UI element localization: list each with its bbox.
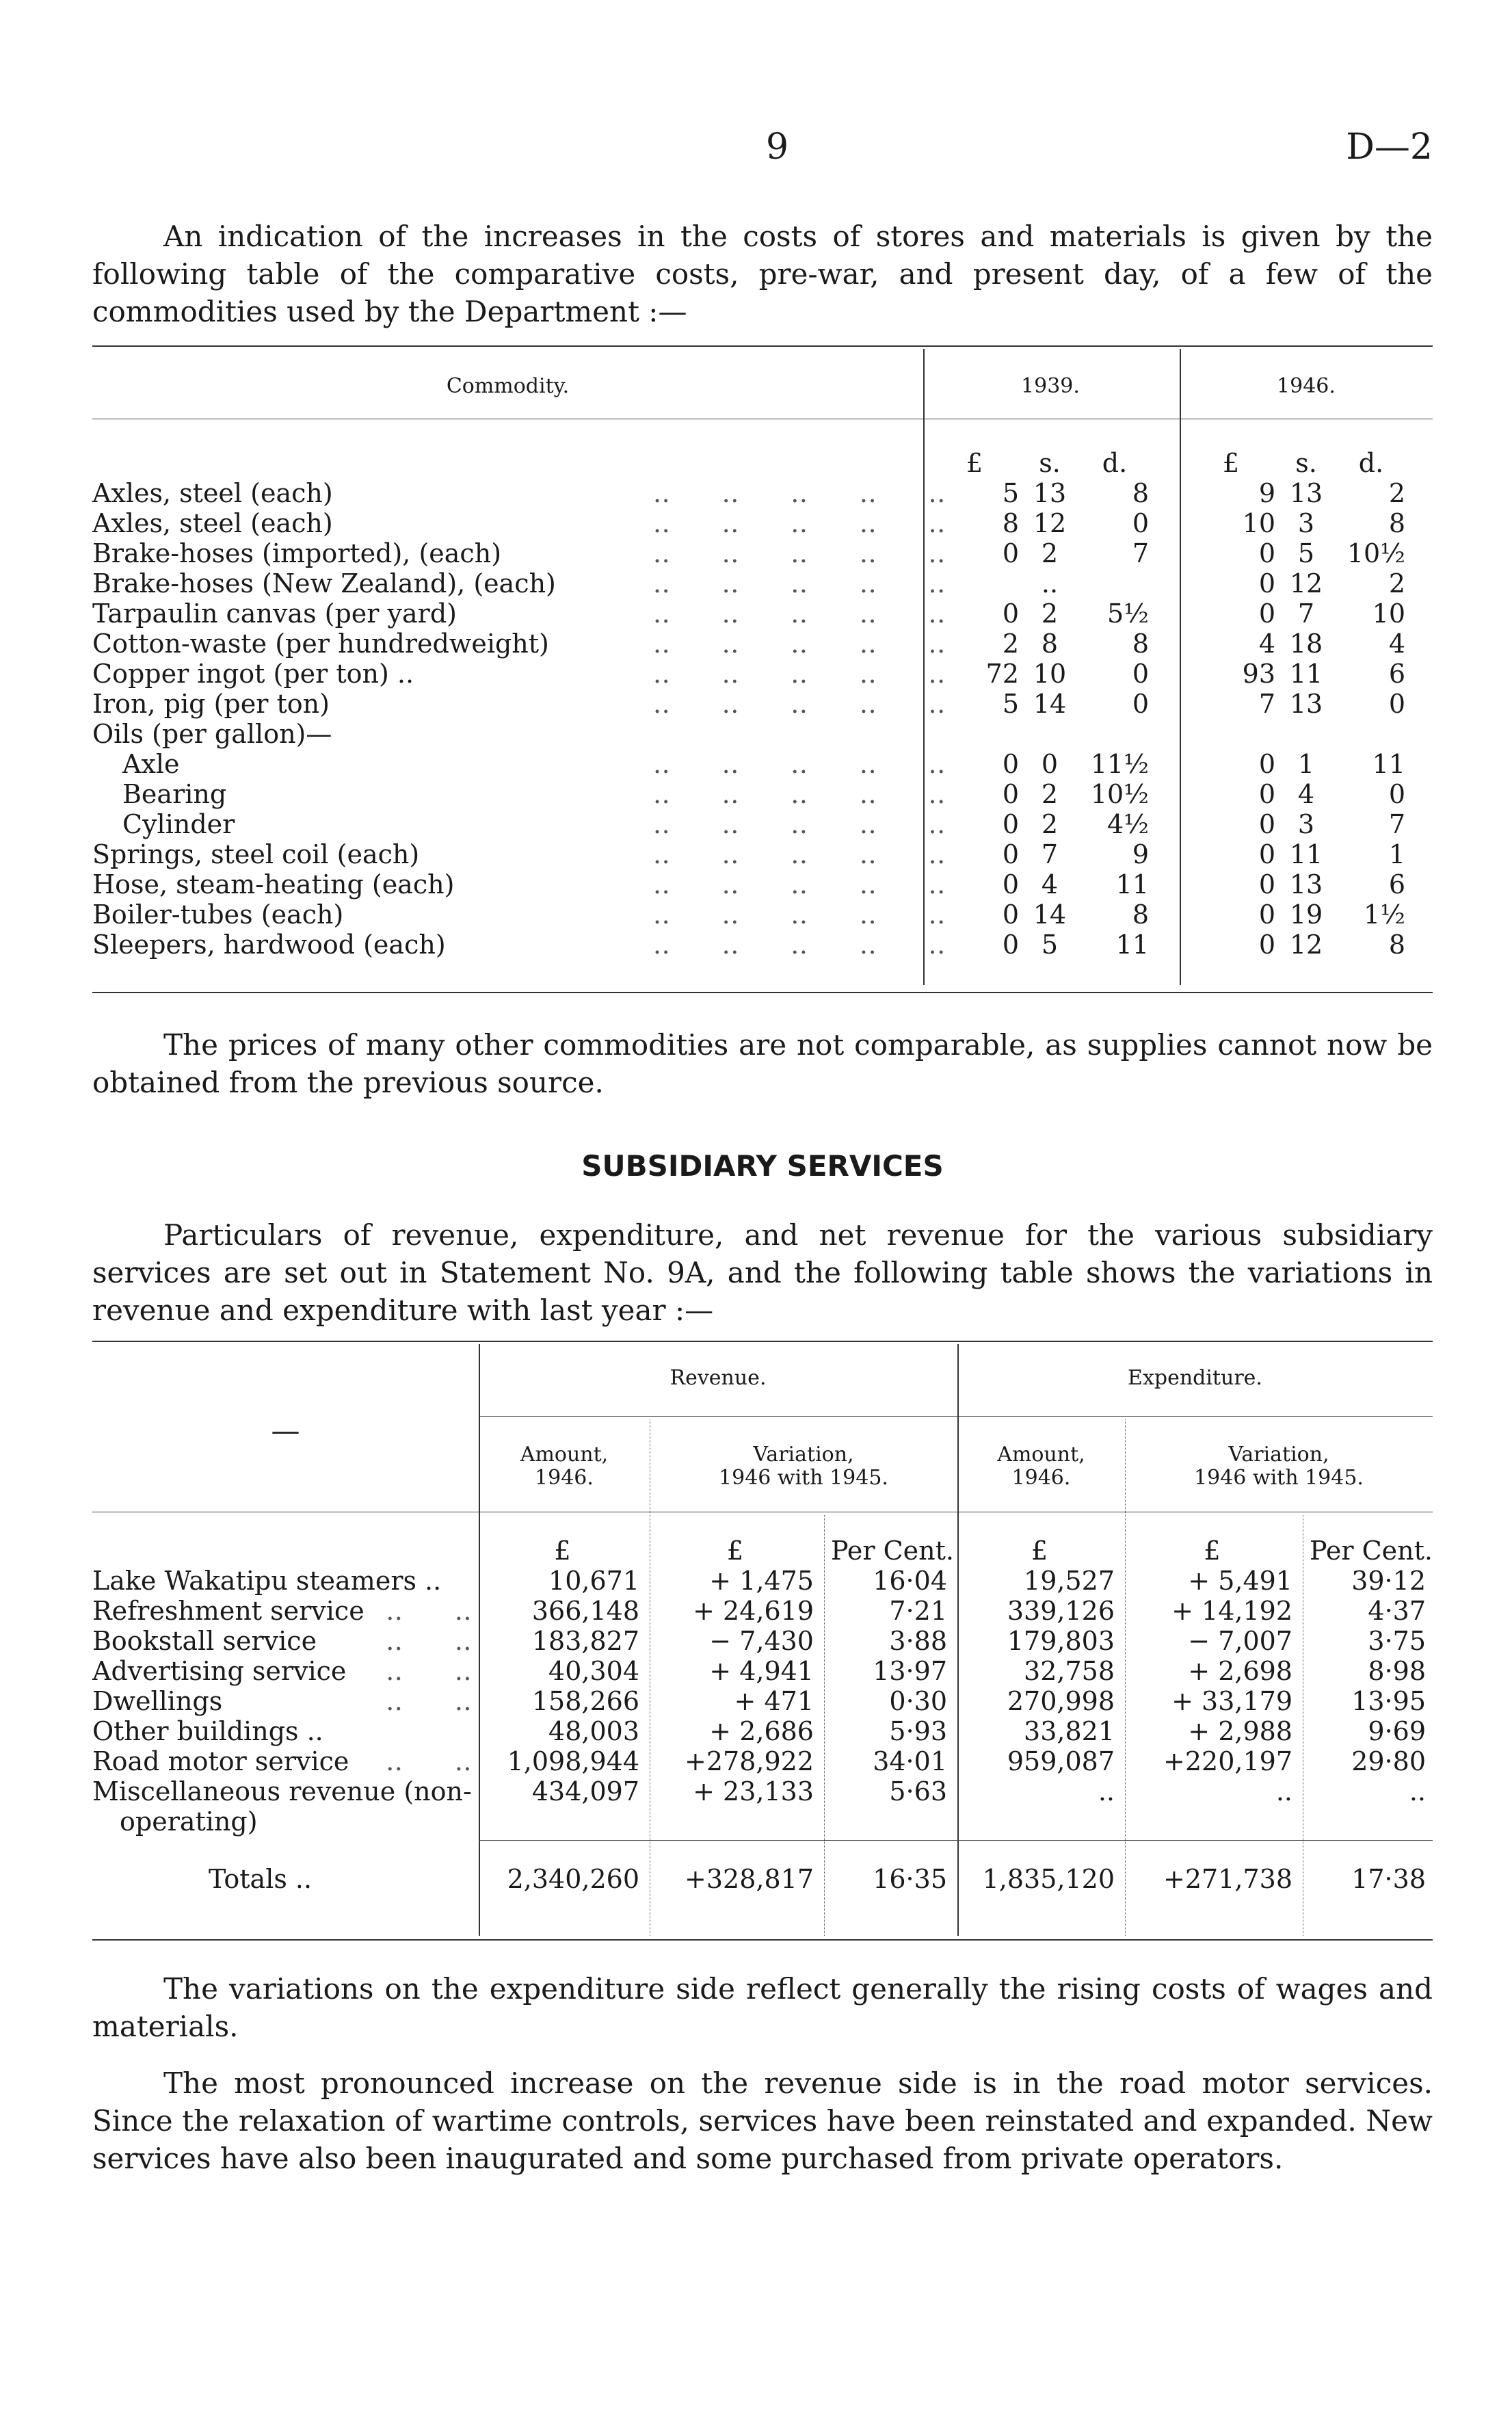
service-rev-pct: 7·21 bbox=[889, 1596, 947, 1626]
price-1939: 0 bbox=[1002, 538, 1019, 568]
unit-label: £ bbox=[1222, 448, 1240, 478]
totals-rule bbox=[479, 1840, 1433, 1841]
price-1946: 0 bbox=[1258, 779, 1275, 809]
price-1946: 18 bbox=[1289, 629, 1323, 659]
service-exp-var: + 2,988 bbox=[1188, 1716, 1292, 1746]
price-1946: 12 bbox=[1289, 930, 1323, 960]
price-1946: 4 bbox=[1258, 629, 1275, 659]
price-1946: 4 bbox=[1297, 779, 1315, 809]
service-exp-pct: .. bbox=[1409, 1776, 1426, 1806]
service-rev-var: +278,922 bbox=[685, 1746, 814, 1776]
price-1946: 13 bbox=[1289, 478, 1323, 508]
service-name: Dwellings bbox=[92, 1686, 223, 1716]
leader-dots: .. .. .. .. .. bbox=[653, 508, 946, 538]
services-bottom-rule bbox=[92, 1939, 1433, 1941]
price-1939: 10 bbox=[1033, 659, 1067, 689]
service-name: Refreshment service bbox=[92, 1596, 364, 1626]
service-rev-pct: 13·97 bbox=[873, 1656, 947, 1686]
section-title: SUBSIDIARY SERVICES bbox=[581, 1149, 944, 1183]
commodity-name: Cylinder bbox=[122, 809, 235, 839]
closing-paragraph-2: The most pronounced increase on the revenue side is in the road motor services. Since the relaxation of wartime controls, services have been reinstated and expanded. New services have also been inaugurated and some purchased from private operators. bbox=[92, 2066, 1433, 2175]
price-1939: 4½ bbox=[1106, 809, 1149, 839]
service-rev-var: + 471 bbox=[734, 1686, 814, 1716]
total-rev-var: +328,817 bbox=[685, 1864, 814, 1894]
commodity-name: Axles, steel (each) bbox=[92, 478, 333, 508]
service-exp-amount: 19,527 bbox=[1024, 1566, 1115, 1596]
unit-label: £ bbox=[554, 1536, 571, 1566]
service-rev-amount: 434,097 bbox=[531, 1776, 639, 1806]
commodity-column-header: Commodity. bbox=[446, 374, 570, 398]
price-1946: 2 bbox=[1388, 478, 1405, 508]
service-rev-var: + 4,941 bbox=[709, 1656, 814, 1686]
price-1946: 10 bbox=[1242, 508, 1275, 538]
leader-dots: .. .. bbox=[386, 1746, 472, 1776]
price-1946: 2 bbox=[1388, 568, 1405, 599]
price-1939: 11½ bbox=[1090, 749, 1149, 779]
service-exp-amount: 959,087 bbox=[1007, 1746, 1115, 1776]
leader-dots: .. .. .. .. .. bbox=[653, 659, 946, 689]
service-exp-pct: 29·80 bbox=[1351, 1746, 1426, 1776]
price-1939: 0 bbox=[1002, 930, 1019, 960]
price-1946: 0 bbox=[1258, 869, 1275, 899]
commodity-name: Iron, pig (per ton) bbox=[92, 689, 330, 719]
price-1939: 13 bbox=[1033, 478, 1067, 508]
page-number: 9 bbox=[766, 127, 789, 168]
price-1939: 8 bbox=[1002, 508, 1019, 538]
unit-label: d. bbox=[1358, 448, 1384, 478]
commodity-name: Sleepers, hardwood (each) bbox=[92, 930, 446, 960]
price-1946: 0 bbox=[1258, 538, 1275, 568]
unit-label: £ bbox=[1204, 1536, 1221, 1566]
service-name-continued: operating) bbox=[120, 1806, 258, 1837]
price-1946: 1 bbox=[1388, 839, 1405, 869]
commodity-name: Cotton-waste (per hundredweight) bbox=[92, 629, 549, 659]
price-1946: 7 bbox=[1388, 809, 1405, 839]
price-1946: 4 bbox=[1388, 629, 1405, 659]
leader-dots: .. .. .. .. .. bbox=[653, 839, 946, 869]
divider-revenue bbox=[479, 1344, 480, 1936]
price-1946: 0 bbox=[1258, 568, 1275, 599]
price-1946: 6 bbox=[1388, 869, 1405, 899]
service-name: Lake Wakatipu steamers .. bbox=[92, 1566, 442, 1596]
unit-label: d. bbox=[1102, 448, 1128, 478]
service-exp-var: .. bbox=[1275, 1776, 1292, 1806]
price-1946: 1½ bbox=[1363, 899, 1405, 930]
price-1939: 8 bbox=[1041, 629, 1059, 659]
total-exp-amount: 1,835,120 bbox=[982, 1864, 1115, 1894]
price-1939: 5½ bbox=[1106, 599, 1149, 629]
document-page bbox=[92, 0, 1433, 2418]
price-1946: 7 bbox=[1258, 689, 1275, 719]
leader-dots: .. .. .. .. .. bbox=[653, 869, 946, 899]
price-1939: 11 bbox=[1115, 930, 1149, 960]
price-1939: 0 bbox=[1002, 779, 1019, 809]
total-rev-amount: 2,340,260 bbox=[507, 1864, 639, 1894]
leader-dots: .. .. .. .. .. bbox=[653, 899, 946, 930]
price-1939: 2 bbox=[1002, 629, 1019, 659]
price-1939: 5 bbox=[1002, 478, 1019, 508]
leader-dots: .. .. .. .. .. bbox=[653, 478, 946, 508]
service-exp-amount: .. bbox=[1098, 1776, 1115, 1806]
leader-dots: .. .. bbox=[386, 1656, 472, 1686]
report-reference: D—2 bbox=[1346, 127, 1433, 168]
service-exp-pct: 39·12 bbox=[1351, 1566, 1426, 1596]
price-1946: 3 bbox=[1297, 809, 1315, 839]
price-1939: 8 bbox=[1132, 478, 1149, 508]
service-rev-amount: 40,304 bbox=[548, 1656, 639, 1686]
service-exp-var: + 5,491 bbox=[1188, 1566, 1292, 1596]
leader-dots: .. .. .. .. .. bbox=[653, 689, 946, 719]
leader-dots: .. .. bbox=[386, 1626, 472, 1656]
price-1939: 7 bbox=[1041, 839, 1059, 869]
group-header-rule bbox=[479, 1416, 1433, 1417]
service-rev-pct: 5·93 bbox=[889, 1716, 947, 1746]
price-1939: 0 bbox=[1002, 599, 1019, 629]
price-1939: .. bbox=[1041, 568, 1059, 599]
unit-label: £ bbox=[966, 448, 983, 478]
price-1939: 0 bbox=[1041, 749, 1059, 779]
blank-column-header: — bbox=[271, 1414, 300, 1447]
leader-dots: .. .. .. .. .. bbox=[653, 599, 946, 629]
commodity-name: Hose, steam-heating (each) bbox=[92, 869, 455, 899]
price-1939: 2 bbox=[1041, 779, 1059, 809]
revenue-amount-header: Amount, 1946. bbox=[520, 1443, 609, 1490]
year-1939-column-header: 1939. bbox=[1021, 374, 1080, 398]
price-1939: 72 bbox=[985, 659, 1019, 689]
total-exp-var: +271,738 bbox=[1163, 1864, 1292, 1894]
year-1946-column-header: 1946. bbox=[1277, 374, 1336, 398]
price-1939: 0 bbox=[1132, 508, 1149, 538]
service-rev-pct: 3·88 bbox=[889, 1626, 947, 1656]
price-1946: 0 bbox=[1388, 779, 1405, 809]
price-1946: 7 bbox=[1297, 599, 1315, 629]
price-1939: 0 bbox=[1002, 899, 1019, 930]
price-1946: 11 bbox=[1289, 839, 1323, 869]
commodity-name: Tarpaulin canvas (per yard) bbox=[92, 599, 457, 629]
total-rev-pct: 16·35 bbox=[873, 1864, 947, 1894]
price-1946: 1 bbox=[1297, 749, 1315, 779]
price-1939: 0 bbox=[1002, 869, 1019, 899]
service-exp-amount: 32,758 bbox=[1024, 1656, 1115, 1686]
prices-paragraph: The prices of many other commodities are not comparable, as supplies cannot now be obtained from the previous source. bbox=[92, 1028, 1433, 1099]
commodity-name: Axles, steel (each) bbox=[92, 508, 333, 538]
table-bottom-rule bbox=[92, 992, 1433, 993]
service-exp-amount: 179,803 bbox=[1007, 1626, 1115, 1656]
service-name: Other buildings .. bbox=[92, 1716, 323, 1746]
service-rev-var: + 24,619 bbox=[693, 1596, 814, 1626]
revenue-header: Revenue. bbox=[669, 1366, 767, 1390]
price-1939: 2 bbox=[1041, 538, 1059, 568]
commodity-name: Bearing bbox=[122, 779, 227, 809]
price-1939: 0 bbox=[1002, 749, 1019, 779]
closing-paragraph-1: The variations on the expenditure side reflect generally the rising costs of wages and materials. bbox=[92, 1972, 1433, 2043]
price-1946: 9 bbox=[1258, 478, 1275, 508]
table-top-rule bbox=[92, 345, 1433, 347]
price-1946: 10 bbox=[1372, 599, 1405, 629]
leader-dots: .. .. .. .. .. bbox=[653, 809, 946, 839]
price-1939: 4 bbox=[1041, 869, 1059, 899]
service-rev-amount: 183,827 bbox=[531, 1626, 639, 1656]
leader-dots: .. .. .. .. .. bbox=[653, 749, 946, 779]
service-rev-pct: 5·63 bbox=[889, 1776, 947, 1806]
unit-label: £ bbox=[726, 1536, 744, 1566]
commodity-name: Brake-hoses (New Zealand), (each) bbox=[92, 568, 556, 599]
totals-label: Totals .. bbox=[209, 1864, 313, 1894]
price-1946: 0 bbox=[1258, 930, 1275, 960]
price-1946: 5 bbox=[1297, 538, 1315, 568]
unit-label: Per Cent. bbox=[1310, 1536, 1433, 1566]
service-exp-var: +220,197 bbox=[1163, 1746, 1292, 1776]
expenditure-header: Expenditure. bbox=[1128, 1366, 1262, 1390]
price-1939: 0 bbox=[1002, 809, 1019, 839]
price-1939: 9 bbox=[1132, 839, 1149, 869]
price-1946: 11 bbox=[1372, 749, 1405, 779]
service-name: Road motor service bbox=[92, 1746, 349, 1776]
commodity-name: Copper ingot (per ton) .. bbox=[92, 659, 414, 689]
services-top-rule bbox=[92, 1341, 1433, 1342]
price-1939: 11 bbox=[1115, 869, 1149, 899]
price-1946: 13 bbox=[1289, 869, 1323, 899]
price-1946: 8 bbox=[1388, 930, 1405, 960]
price-1939: 7 bbox=[1132, 538, 1149, 568]
commodity-name: Oils (per gallon)— bbox=[92, 719, 332, 749]
leader-dots: .. .. bbox=[386, 1596, 472, 1626]
price-1946: 0 bbox=[1258, 749, 1275, 779]
price-1939: 2 bbox=[1041, 809, 1059, 839]
price-1939: 0 bbox=[1002, 839, 1019, 869]
service-exp-pct: 13·95 bbox=[1351, 1686, 1426, 1716]
commodity-name: Springs, steel coil (each) bbox=[92, 839, 420, 869]
service-exp-amount: 33,821 bbox=[1024, 1716, 1115, 1746]
price-1939: 8 bbox=[1132, 629, 1149, 659]
price-1946: 0 bbox=[1258, 809, 1275, 839]
price-1946: 93 bbox=[1242, 659, 1275, 689]
leader-dots: .. .. bbox=[386, 1686, 472, 1716]
service-name: Advertising service bbox=[92, 1656, 347, 1686]
service-exp-amount: 270,998 bbox=[1007, 1686, 1115, 1716]
unit-label: s. bbox=[1039, 448, 1061, 478]
price-1939: 14 bbox=[1033, 899, 1067, 930]
price-1946: 11 bbox=[1289, 659, 1323, 689]
price-1939: 2 bbox=[1041, 599, 1059, 629]
service-name: Miscellaneous revenue (non- bbox=[92, 1776, 472, 1806]
price-1939: 0 bbox=[1132, 659, 1149, 689]
price-1946: 10½ bbox=[1347, 538, 1405, 568]
price-1939: 5 bbox=[1041, 930, 1059, 960]
price-1946: 8 bbox=[1388, 508, 1405, 538]
commodity-name: Brake-hoses (imported), (each) bbox=[92, 538, 502, 568]
price-1946: 3 bbox=[1297, 508, 1315, 538]
service-rev-amount: 48,003 bbox=[548, 1716, 639, 1746]
intro-paragraph: An indication of the increases in the costs of stores and materials is given by the following table of the comparative costs, pre-war, and present day, of a few of the commodities used by the Department :— bbox=[92, 220, 1433, 328]
service-exp-var: − 7,007 bbox=[1188, 1626, 1292, 1656]
divider-exp-variation bbox=[1125, 1419, 1126, 1936]
price-1946: 13 bbox=[1289, 689, 1323, 719]
commodity-name: Boiler-tubes (each) bbox=[92, 899, 344, 930]
expenditure-amount-header: Amount, 1946. bbox=[997, 1443, 1085, 1490]
service-rev-amount: 10,671 bbox=[548, 1566, 639, 1596]
leader-dots: .. .. .. .. .. bbox=[653, 538, 946, 568]
service-exp-pct: 9·69 bbox=[1368, 1716, 1426, 1746]
service-exp-var: + 2,698 bbox=[1188, 1656, 1292, 1686]
price-1939: 0 bbox=[1132, 689, 1149, 719]
service-rev-amount: 1,098,944 bbox=[507, 1746, 639, 1776]
service-rev-pct: 0·30 bbox=[889, 1686, 947, 1716]
service-rev-var: + 1,475 bbox=[709, 1566, 814, 1596]
revenue-variation-header: Variation, 1946 with 1945. bbox=[719, 1443, 888, 1490]
price-1939: 10½ bbox=[1090, 779, 1149, 809]
column-divider-1946 bbox=[1180, 349, 1181, 985]
price-1939: 5 bbox=[1002, 689, 1019, 719]
price-1939: 12 bbox=[1033, 508, 1067, 538]
service-rev-var: + 2,686 bbox=[709, 1716, 814, 1746]
service-exp-pct: 3·75 bbox=[1368, 1626, 1426, 1656]
service-name: Bookstall service bbox=[92, 1626, 317, 1656]
commodity-name: Axle bbox=[122, 749, 180, 779]
service-exp-pct: 8·98 bbox=[1368, 1656, 1426, 1686]
price-1946: 19 bbox=[1289, 899, 1323, 930]
total-exp-pct: 17·38 bbox=[1351, 1864, 1426, 1894]
leader-dots: .. .. .. .. .. bbox=[653, 779, 946, 809]
price-1946: 0 bbox=[1258, 839, 1275, 869]
service-exp-var: + 14,192 bbox=[1171, 1596, 1292, 1626]
unit-label: Per Cent. bbox=[831, 1536, 954, 1566]
unit-label: £ bbox=[1031, 1536, 1048, 1566]
price-1946: 12 bbox=[1289, 568, 1323, 599]
leader-dots: .. .. .. .. .. bbox=[653, 568, 946, 599]
price-1946: 0 bbox=[1388, 689, 1405, 719]
divider-rev-percent bbox=[824, 1515, 825, 1936]
service-rev-pct: 34·01 bbox=[873, 1746, 947, 1776]
price-1939: 14 bbox=[1033, 689, 1067, 719]
divider-expenditure bbox=[957, 1344, 959, 1936]
service-rev-var: − 7,430 bbox=[709, 1626, 814, 1656]
price-1946: 0 bbox=[1258, 899, 1275, 930]
expenditure-variation-header: Variation, 1946 with 1945. bbox=[1194, 1443, 1364, 1490]
subsidiary-paragraph: Particulars of revenue, expenditure, and net revenue for the various subsidiary services are set out in Statement No. 9A, and the following table shows the variations in revenue and expenditure with last year :— bbox=[92, 1218, 1433, 1327]
service-exp-pct: 4·37 bbox=[1368, 1596, 1426, 1626]
price-1939: 8 bbox=[1132, 899, 1149, 930]
service-rev-var: + 23,133 bbox=[693, 1776, 814, 1806]
service-rev-amount: 158,266 bbox=[531, 1686, 639, 1716]
leader-dots: .. .. .. .. .. bbox=[653, 629, 946, 659]
leader-dots: .. .. .. .. .. bbox=[653, 930, 946, 960]
service-exp-var: + 33,179 bbox=[1171, 1686, 1292, 1716]
service-rev-pct: 16·04 bbox=[873, 1566, 947, 1596]
service-exp-amount: 339,126 bbox=[1007, 1596, 1115, 1626]
price-1946: 0 bbox=[1258, 599, 1275, 629]
unit-label: s. bbox=[1295, 448, 1317, 478]
price-1946: 6 bbox=[1388, 659, 1405, 689]
service-rev-amount: 366,148 bbox=[531, 1596, 639, 1626]
